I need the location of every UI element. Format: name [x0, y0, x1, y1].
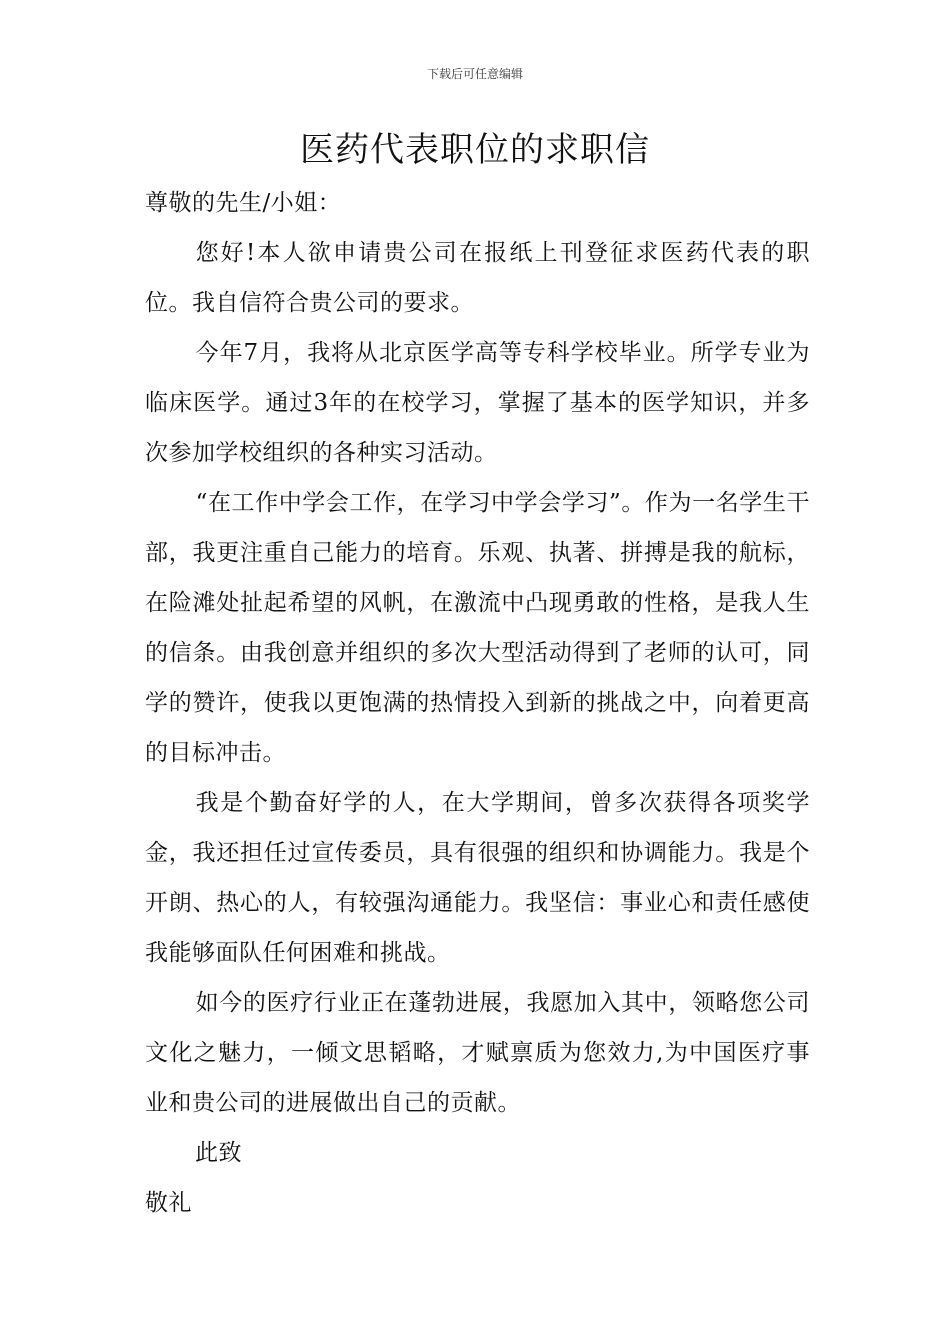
- paragraph-5: 如今的医疗行业正在蓬勃进展，我愿加入其中，领略您公司文化之魅力，一倾文思韬略，才赋禀质为您效力,为中国医疗事业和贵公司的进展做出自己的贡献。: [145, 990, 810, 1116]
- paragraph-2: 今年7月，我将从北京医学高等专科学校毕业。所学专业为临床医学。通过3年的在校学习，掌握了基本的医学知识，并多次参加学校组织的各种实习活动。: [145, 340, 810, 466]
- header-note: 下载后可任意编辑: [426, 67, 523, 81]
- paragraph-3: “在工作中学会工作，在学习中学会学习”。作为一名学生干部，我更注重自己能力的培育。乐观、执著、拼搏是我的航标，在险滩处扯起希望的风帆，在激流中凸现勇敢的性格，是我人生的信条。由我创意并组织的多次大型活动得到了老师的认可，同学的赞许，使我以更饱满的热情投入到新的挑战之中，向着更高的目标冲击。: [145, 490, 810, 766]
- regards-line: 敬礼: [145, 1190, 192, 1216]
- page-title: 医药代表职位的求职信: [300, 130, 650, 170]
- paragraph-1: 您好!本人欲申请贵公司在报纸上刊登征求医药代表的职位。我自信符合贵公司的要求。: [145, 240, 810, 316]
- paragraph-4: 我是个勤奋好学的人，在大学期间，曾多次获得各项奖学金，我还担任过宣传委员，具有很强的组织和协调能力。我是个开朗、热心的人，有较强沟通能力。我坚信：事业心和责任感使我能够面队任何困难和挑战。: [145, 790, 810, 966]
- letter-body: [145, 178, 810, 1228]
- salutation: 尊敬的先生/小姐：: [145, 190, 342, 216]
- closing-line: 此致: [195, 1140, 242, 1166]
